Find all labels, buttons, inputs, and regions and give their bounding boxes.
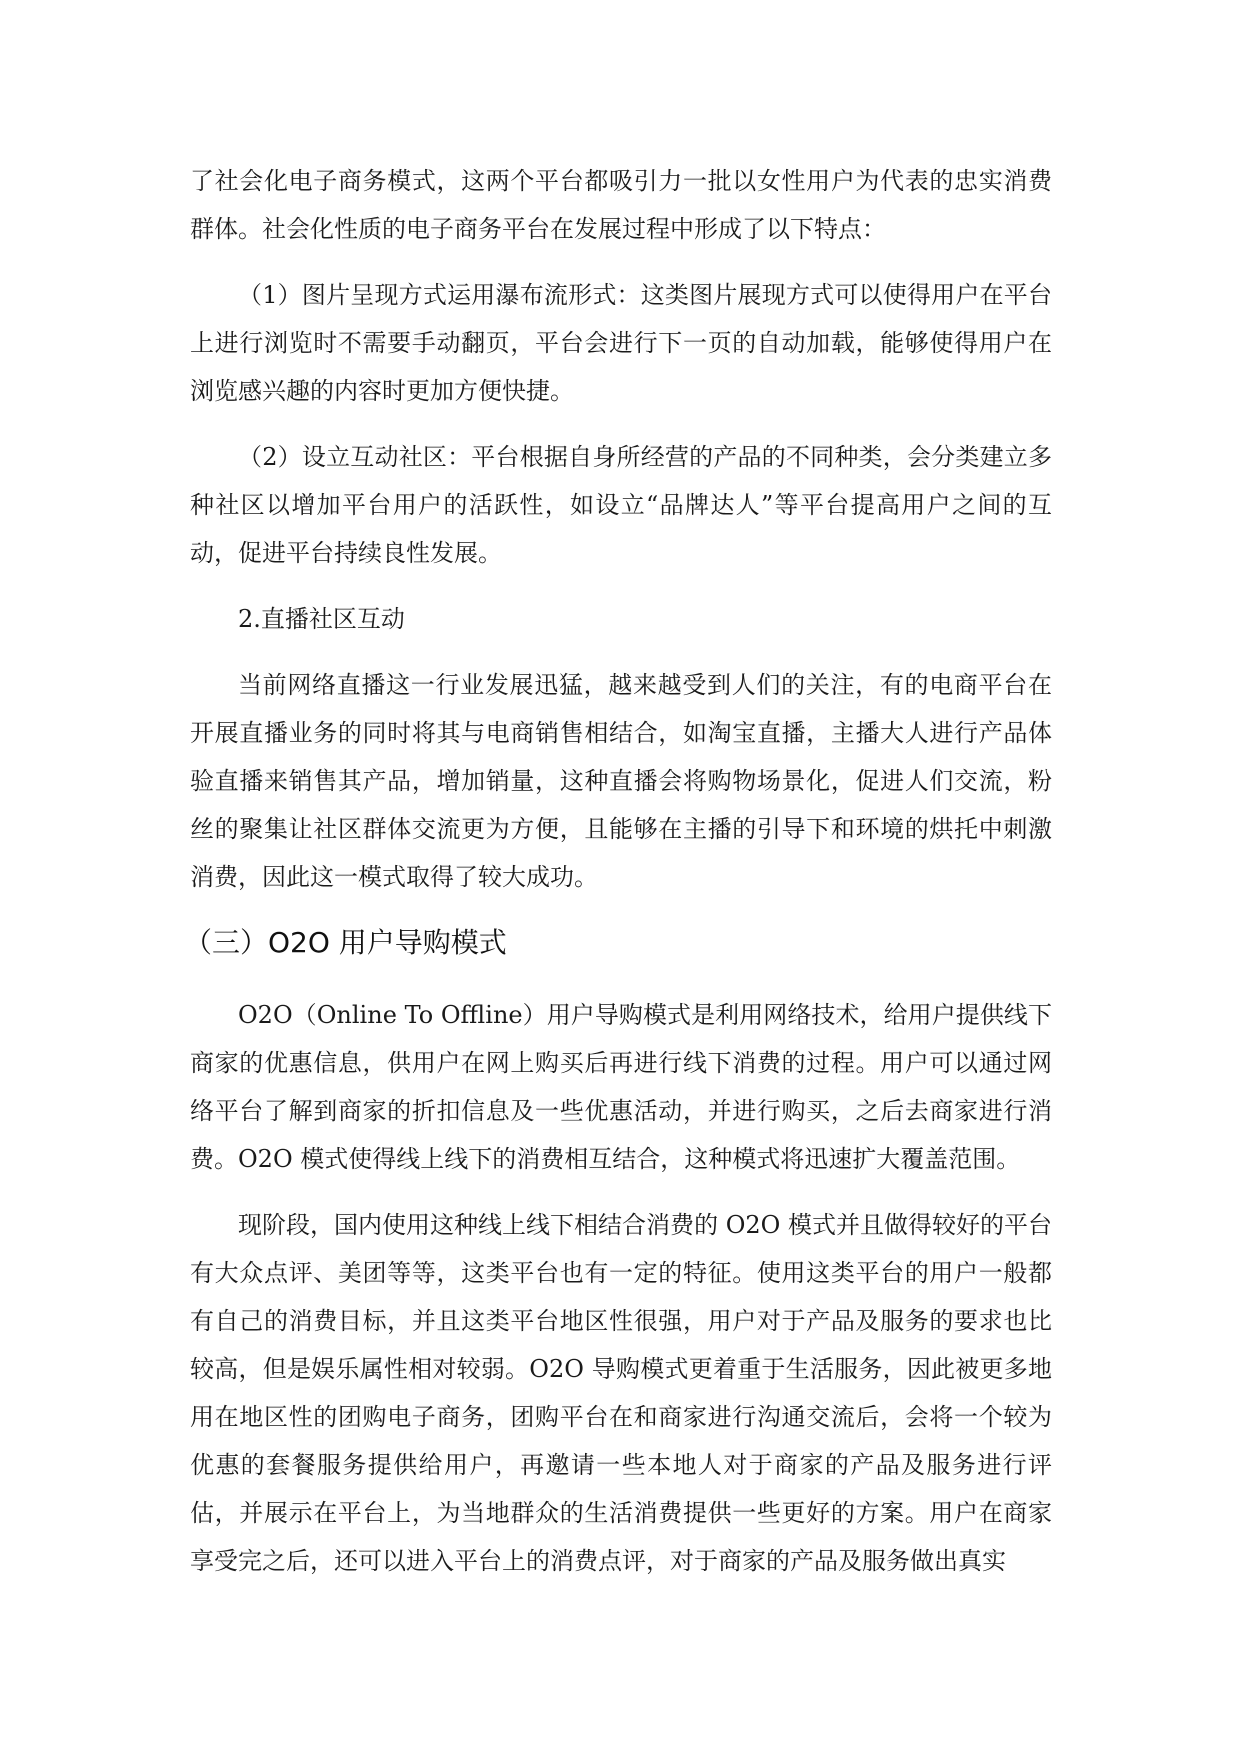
paragraph-feature-2: （2）设立互动社区：平台根据自身所经营的产品的不同种类，会分类建立多种社区以增加平台用户的活跃性，如设立“品牌达人”等平台提高用户之间的互动，促进平台持续良性发展。 — [190, 443, 1052, 567]
paragraph-live-community: 当前网络直播这一行业发展迅猛，越来越受到人们的关注，有的电商平台在开展直播业务的同时将其与电商销售相结合，如淘宝直播，主播大人进行产品体验直播来销售其产品，增加销量，这种直播会将购物场景化，促进人们交流，粉丝的聚集让社区群体交流更为方便，且能够在主播的引导下和环境的烘托中刺激消费，因此这一模式取得了较大成功。 — [190, 671, 1052, 891]
paragraph-continuation: 了社会化电子商务模式，这两个平台都吸引力一批以女性用户为代表的忠实消费群体。社会化性质的电子商务平台在发展过程中形成了以下特点： — [190, 167, 1052, 243]
subheading-live-community: 2.直播社区互动 — [238, 605, 405, 633]
section-heading-o2o: （三）O2O 用户导购模式 — [184, 926, 507, 959]
document-body — [184, 157, 1052, 1603]
paragraph-o2o-definition: O2O（Online To Offline）用户导购模式是利用网络技术，给用户提供线下商家的优惠信息，供用户在网上购买后再进行线下消费的过程。用户可以通过网络平台了解到商家的折扣信息及一些优惠活动，并进行购买，之后去商家进行消费。O2O 模式使得线上线下的消费相互结合，这种模式将迅速扩大覆盖范围。 — [190, 1001, 1052, 1173]
paragraph-o2o-current-stage: 现阶段，国内使用这种线上线下相结合消费的 O2O 模式并且做得较好的平台有大众点评、美团等等，这类平台也有一定的特征。使用这类平台的用户一般都有自己的消费目标，并且这类平台地区性很强，用户对于产品及服务的要求也比较高，但是娱乐属性相对较弱。O2O 导购模式更着重于生活服务，因此被更多地用在地区性的团购电子商务，团购平台在和商家进行沟通交流后，会将一个较为优惠的套餐服务提供给用户，再邀请一些本地人对于商家的产品及服务进行评估，并展示在平台上，为当地群众的生活消费提供一些更好的方案。用户在商家享受完之后，还可以进入平台上的消费点评，对于商家的产品及服务做出真实 — [190, 1211, 1052, 1575]
paragraph-feature-1: （1）图片呈现方式运用瀑布流形式：这类图片展现方式可以使得用户在平台上进行浏览时不需要手动翻页，平台会进行下一页的自动加载，能够使得用户在浏览感兴趣的内容时更加方便快捷。 — [190, 281, 1052, 405]
